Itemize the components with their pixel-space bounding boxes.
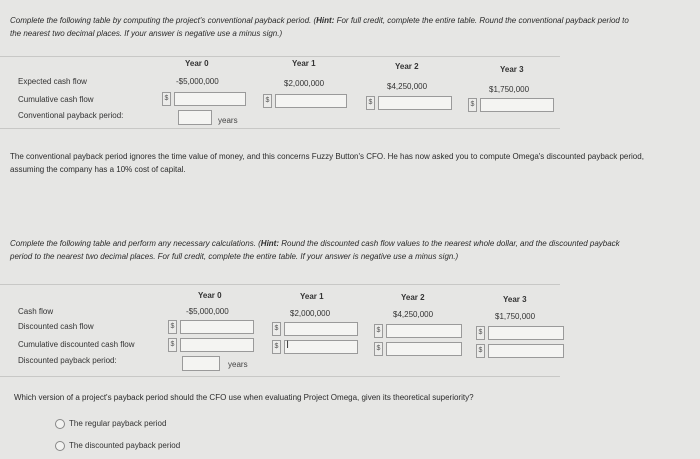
s2-header-year3: Year 3 bbox=[503, 295, 527, 304]
s1-header-year0: Year 0 bbox=[185, 59, 209, 68]
hint-label: Hint: bbox=[260, 239, 280, 248]
dollar-sign: $ bbox=[168, 320, 177, 334]
s1-cumulative-year0-input[interactable] bbox=[174, 92, 246, 106]
instruction-text: Complete the following table by computing the project's conventional payback period. ( bbox=[10, 16, 317, 25]
dollar-sign: $ bbox=[468, 98, 477, 112]
dollar-sign: $ bbox=[272, 340, 281, 354]
s2-discounted-year2-input[interactable] bbox=[386, 324, 462, 338]
s1-header-year2: Year 2 bbox=[395, 62, 419, 71]
section2-instructions bbox=[10, 237, 630, 263]
s2-cumulative-year3-input[interactable] bbox=[488, 344, 564, 358]
conventional-payback-input[interactable] bbox=[178, 110, 212, 125]
question-text: Which version of a project's payback period should the CFO use when evaluating Project Omega, given its theoretical superiority? bbox=[14, 393, 474, 402]
instruction-text: Complete the following table and perform any necessary calculations. ( bbox=[10, 239, 261, 248]
cfo-paragraph: The conventional payback period ignores the time value of money, and this concerns Fuzzy Button's CFO. He has now asked you to compute Omega's discounted payback period, assuming the company has a 10% cost of capital. bbox=[10, 152, 644, 174]
option-regular-payback-label[interactable]: The regular payback period bbox=[69, 419, 167, 428]
instruction-text: Round the discounted cash flow values to the nearest whole dollar, and the discounted payback period to the nearest two decimal places. For full credit, complete the entire table. If your answer is negative use a minus sign.) bbox=[10, 239, 620, 261]
s2-cumulative-year1-input[interactable] bbox=[284, 340, 358, 354]
radio-discounted-payback[interactable] bbox=[55, 441, 65, 451]
s1-cashflow-year0: -$5,000,000 bbox=[176, 77, 219, 86]
dollar-sign: $ bbox=[476, 344, 485, 358]
radio-regular-payback[interactable] bbox=[55, 419, 65, 429]
divider bbox=[0, 128, 560, 129]
s2-label-discounted-payback: Discounted payback period: bbox=[18, 356, 117, 365]
option-discounted-payback-label[interactable]: The discounted payback period bbox=[69, 441, 181, 450]
s1-header-year3: Year 3 bbox=[500, 65, 524, 74]
s2-header-year2: Year 2 bbox=[401, 293, 425, 302]
s2-discounted-year0-input[interactable] bbox=[180, 320, 254, 334]
s2-label-cumulative-discounted: Cumulative discounted cash flow bbox=[18, 340, 135, 349]
dollar-sign: $ bbox=[374, 324, 383, 338]
dollar-sign: $ bbox=[263, 94, 272, 108]
s2-header-year1: Year 1 bbox=[300, 292, 324, 301]
s1-label-conventional-payback: Conventional payback period: bbox=[18, 111, 124, 120]
s2-header-year0: Year 0 bbox=[198, 291, 222, 300]
s2-cumulative-year2-input[interactable] bbox=[386, 342, 462, 356]
s1-cashflow-year3: $1,750,000 bbox=[489, 85, 530, 94]
s2-discounted-year3-input[interactable] bbox=[488, 326, 564, 340]
s2-discounted-year1-input[interactable] bbox=[284, 322, 358, 336]
dollar-sign: $ bbox=[168, 338, 177, 352]
years-unit: years bbox=[228, 360, 248, 369]
divider bbox=[0, 284, 560, 285]
s1-cumulative-year2-input[interactable] bbox=[378, 96, 452, 110]
s2-label-cash-flow: Cash flow bbox=[18, 307, 54, 316]
divider bbox=[0, 376, 560, 377]
s2-cashflow-year0: -$5,000,000 bbox=[186, 307, 229, 316]
section1-instructions bbox=[10, 14, 640, 40]
s2-cashflow-year2: $4,250,000 bbox=[393, 310, 434, 319]
s1-cumulative-year1-input[interactable] bbox=[275, 94, 347, 108]
divider bbox=[0, 56, 560, 57]
s2-label-discounted-cash-flow: Discounted cash flow bbox=[18, 322, 94, 331]
text-cursor-icon: I bbox=[286, 339, 290, 351]
years-unit: years bbox=[218, 116, 238, 125]
s1-header-year1: Year 1 bbox=[292, 59, 316, 68]
s1-label-expected-cash-flow: Expected cash flow bbox=[18, 77, 87, 86]
dollar-sign: $ bbox=[374, 342, 383, 356]
s1-cashflow-year2: $4,250,000 bbox=[387, 82, 428, 91]
hint-label: Hint: bbox=[316, 16, 335, 25]
instruction-text: For full credit, complete the entire table. Round the conventional payback period to the nearest two decimal places. If your answer is negative use a minus sign.) bbox=[10, 16, 629, 38]
dollar-sign: $ bbox=[272, 322, 281, 336]
s1-cumulative-year3-input[interactable] bbox=[480, 98, 554, 112]
s1-label-cumulative-cash-flow: Cumulative cash flow bbox=[18, 95, 94, 104]
s2-cashflow-year1: $2,000,000 bbox=[290, 309, 331, 318]
s2-cashflow-year3: $1,750,000 bbox=[495, 312, 536, 321]
s1-cashflow-year1: $2,000,000 bbox=[284, 79, 325, 88]
s2-cumulative-year0-input[interactable] bbox=[180, 338, 254, 352]
dollar-sign: $ bbox=[366, 96, 375, 110]
dollar-sign: $ bbox=[476, 326, 485, 340]
dollar-sign: $ bbox=[162, 92, 171, 106]
discounted-payback-input[interactable] bbox=[182, 356, 220, 371]
